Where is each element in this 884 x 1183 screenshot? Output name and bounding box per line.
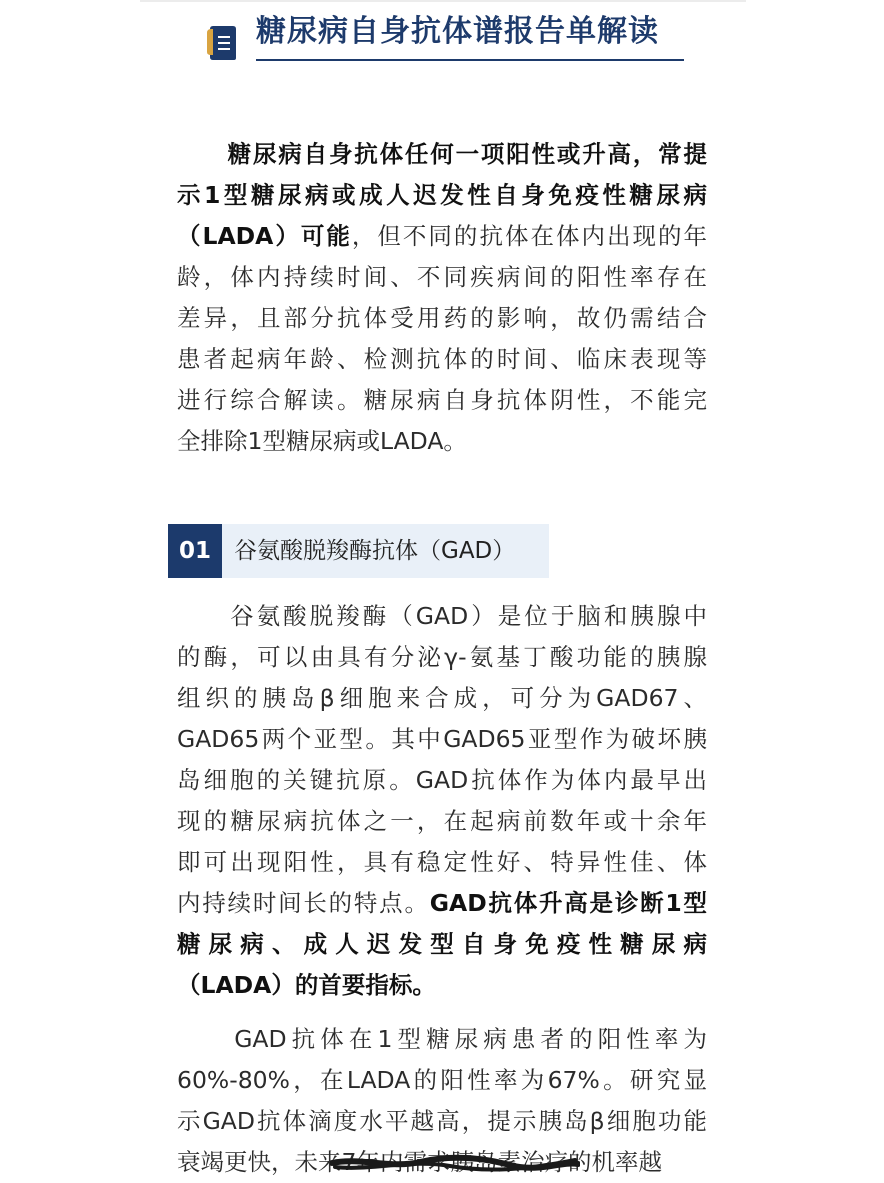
text-line (177, 678, 707, 719)
title-underline (256, 59, 684, 61)
bold-text: 糖尿病自身抗体任何一项阳性或升高，常提 (177, 140, 707, 168)
text-run: GAD65两个亚型。其中GAD65亚型作为破坏胰 (177, 725, 707, 753)
text-run: 组织的胰岛β细胞来合成，可分为GAD67、 (177, 684, 707, 712)
section-title: 谷氨酸脱羧酶抗体（GAD） (234, 538, 516, 564)
bold-text: 糖尿病、成人迟发型自身免疫性糖尿病 (177, 930, 707, 958)
text-line (177, 421, 707, 462)
text-line (177, 883, 707, 924)
text-line (177, 175, 707, 216)
text-line (177, 257, 707, 298)
text-line (177, 1101, 707, 1142)
text-line (177, 924, 707, 965)
text-run: 示GAD抗体滴度水平越高，提示胰岛β细胞功能 (177, 1107, 707, 1135)
handwritten-scribble (330, 1153, 580, 1175)
text-run: 60%-80%，在LADA的阳性率为67%。研究显 (177, 1066, 707, 1094)
text-run: ，但不同的抗体在体内出现的年 (351, 222, 708, 250)
text-run: 谷氨酸脱羧酶（GAD）是位于脑和胰腺中 (177, 602, 707, 630)
section-header-gad (168, 524, 549, 578)
text-run: 龄，体内持续时间、不同疾病间的阳性率存在 (177, 263, 707, 291)
text-line (177, 380, 707, 421)
top-divider (140, 0, 746, 2)
text-line (177, 842, 707, 883)
text-run: 的酶，可以由具有分泌γ-氨基丁酸功能的胰腺 (177, 643, 707, 671)
text-run: 即可出现阳性，具有稳定性好、特异性佳、体 (177, 848, 707, 876)
text-run: 衰竭更快，未来7年内需求胰岛素治疗的机率越 (177, 1148, 662, 1176)
text-run: 内持续时间长的特点。 (177, 889, 430, 917)
bold-text: GAD抗体升高是诊断1型 (429, 889, 707, 917)
text-run: GAD抗体在1型糖尿病患者的阳性率为 (177, 1025, 707, 1053)
text-run: 现的糖尿病抗体之一，在起病前数年或十余年 (177, 807, 707, 835)
section-number-badge: 01 (168, 524, 222, 578)
text-line (177, 596, 707, 637)
text-run: 岛细胞的关键抗原。GAD抗体作为体内最早出 (177, 766, 707, 794)
bold-text: 示1型糖尿病或成人迟发性自身免疫性糖尿病 (177, 181, 707, 209)
document-list-icon (207, 25, 237, 61)
intro-paragraph (177, 134, 707, 462)
text-run: 全排除1型糖尿病或LADA。 (177, 427, 467, 455)
text-line (177, 134, 707, 175)
bold-text: （LADA）的首要指标。 (177, 971, 436, 999)
text-line (177, 719, 707, 760)
text-run: 患者起病年龄、检测抗体的时间、临床表现等 (177, 345, 707, 373)
text-line (177, 1019, 707, 1060)
text-line (177, 298, 707, 339)
text-run: 差异，且部分抗体受用药的影响，故仍需结合 (177, 304, 707, 332)
text-run: 进行综合解读。糖尿病自身抗体阴性，不能完 (177, 386, 707, 414)
text-line (177, 637, 707, 678)
text-line (177, 339, 707, 380)
bold-text: （LADA）可能 (177, 222, 352, 250)
text-line (177, 965, 707, 1006)
page-title: 糖尿病自身抗体谱报告单解读 (256, 14, 659, 49)
text-line (177, 801, 707, 842)
text-line (177, 216, 707, 257)
text-line (177, 1060, 707, 1101)
text-line (177, 760, 707, 801)
gad-paragraph-1 (177, 596, 707, 1006)
